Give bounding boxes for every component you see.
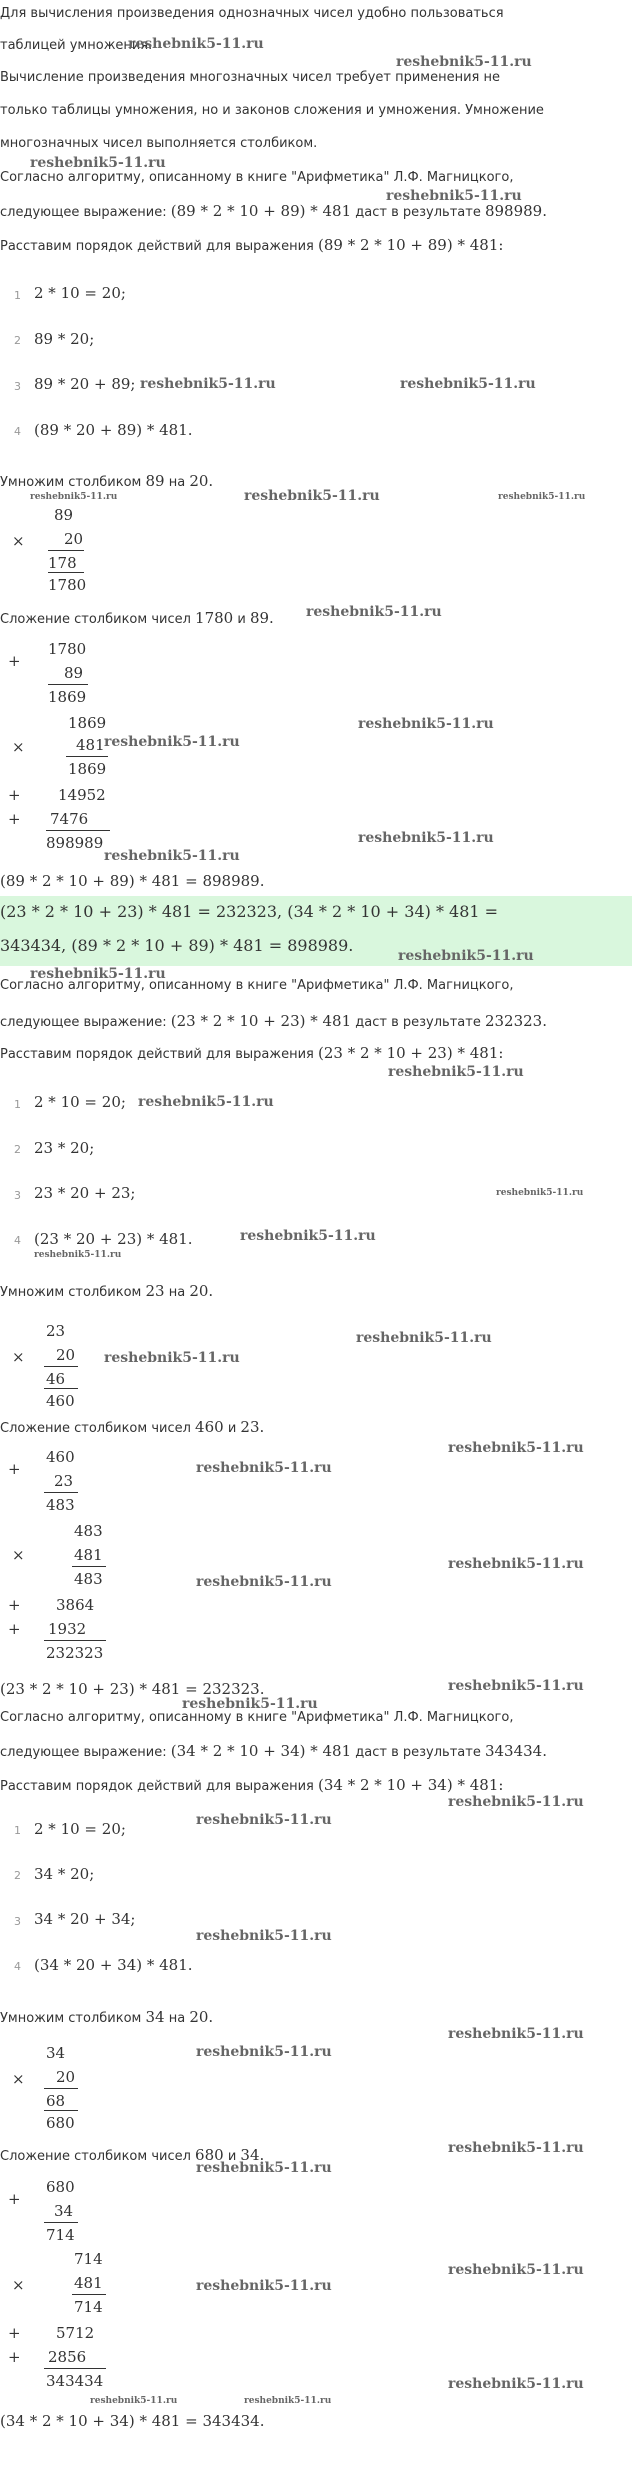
watermark: reshebnik5-11.ru (244, 488, 380, 504)
column-number: 481 (74, 1546, 103, 1564)
final-result: (89 * 2 * 10 + 89) * 481 = 898989. (0, 872, 265, 890)
watermark: reshebnik5-11.ru (400, 376, 536, 392)
plus-sign: + (8, 2190, 21, 2208)
step-expression: 34 * 20 + 34; (34, 1910, 136, 1928)
column-number: 483 (46, 1496, 75, 1514)
watermark: reshebnik5-11.ru (182, 1696, 318, 1712)
watermark: reshebnik5-11.ru (448, 1678, 584, 1694)
column-number: 680 (46, 2178, 75, 2196)
algo-expression-line: следующее выражение: (23 * 2 * 10 + 23) * 481 даст в результате 232323. (0, 1012, 547, 1030)
watermark: reshebnik5-11.ru (196, 1460, 332, 1476)
watermark: reshebnik5-11.ru (448, 1556, 584, 1572)
column-number: 20 (64, 530, 84, 548)
watermark: reshebnik5-11.ru (34, 1250, 122, 1260)
column-line (46, 830, 110, 831)
column-line (72, 2294, 106, 2295)
watermark: reshebnik5-11.ru (30, 966, 166, 982)
column-number: 1869 (68, 714, 107, 732)
column-number: 1780 (48, 640, 87, 658)
step-expression: (34 * 20 + 34) * 481. (34, 1956, 193, 1974)
column-number: 20 (56, 2068, 76, 2086)
multiply-sign: × (12, 2070, 25, 2088)
column-number: 23 (46, 1322, 66, 1340)
column-number: 89 (54, 506, 74, 524)
step-number: 1 (14, 1098, 21, 1111)
step-expression: 34 * 20; (34, 1865, 95, 1883)
column-number: 343434 (46, 2372, 104, 2390)
plus-sign: + (8, 2324, 21, 2342)
column-number: 1869 (48, 688, 87, 706)
column-number: 1932 (48, 1620, 87, 1638)
step-number: 3 (14, 1189, 21, 1202)
intro-line-4: только таблицы умножения, но и законов сложения и умножения. Умножение (0, 103, 544, 118)
mult-title: Умножим столбиком 89 на 20. (0, 472, 214, 490)
column-number: 2856 (48, 2348, 87, 2366)
column-number: 680 (46, 2114, 75, 2132)
watermark: reshebnik5-11.ru (196, 1574, 332, 1590)
column-number: 23 (54, 1472, 74, 1490)
watermark: reshebnik5-11.ru (244, 2396, 332, 2406)
step-expression: 89 * 20 + 89; (34, 375, 136, 393)
algo-line: Согласно алгоритму, описанному в книге "Арифметика" Л.Ф. Магницкого, (0, 170, 514, 185)
watermark: reshebnik5-11.ru (448, 2026, 584, 2042)
watermark: reshebnik5-11.ru (240, 1228, 376, 1244)
column-number: 34 (54, 2202, 74, 2220)
watermark: reshebnik5-11.ru (386, 188, 522, 204)
watermark: reshebnik5-11.ru (140, 376, 276, 392)
step-number: 4 (14, 1960, 21, 1973)
order-line: Расставим порядок действий для выражения (23 * 2 * 10 + 23) * 481: (0, 1044, 504, 1062)
watermark: reshebnik5-11.ru (496, 1188, 584, 1198)
watermark: reshebnik5-11.ru (104, 1350, 240, 1366)
column-number: 1780 (48, 576, 87, 594)
column-number: 481 (74, 2274, 103, 2292)
watermark: reshebnik5-11.ru (356, 1330, 492, 1346)
watermark: reshebnik5-11.ru (104, 734, 240, 750)
watermark: reshebnik5-11.ru (498, 492, 586, 502)
plus-sign: + (8, 2348, 21, 2366)
watermark: reshebnik5-11.ru (138, 1094, 274, 1110)
add-title: Сложение столбиком чисел 460 и 23. (0, 1418, 265, 1436)
watermark: reshebnik5-11.ru (448, 2140, 584, 2156)
intro-line-2: таблицей умножения. (0, 38, 153, 53)
step-number: 3 (14, 380, 21, 393)
step-number: 2 (14, 334, 21, 347)
column-line (44, 2368, 106, 2369)
column-number: 714 (74, 2250, 103, 2268)
plus-sign: + (8, 810, 21, 828)
column-number: 481 (76, 736, 105, 754)
column-line (66, 756, 108, 757)
column-number: 460 (46, 1392, 75, 1410)
watermark: reshebnik5-11.ru (196, 1812, 332, 1828)
plus-sign: + (8, 1460, 21, 1478)
multiply-sign: × (12, 1546, 25, 1564)
step-expression: 23 * 20; (34, 1139, 95, 1157)
watermark: reshebnik5-11.ru (448, 2376, 584, 2392)
order-line: Расставим порядок действий для выражения (89 * 2 * 10 + 89) * 481: (0, 236, 504, 254)
column-number: 14952 (58, 786, 106, 804)
column-number: 460 (46, 1448, 75, 1466)
column-number: 714 (74, 2298, 103, 2316)
step-number: 1 (14, 289, 21, 302)
watermark: reshebnik5-11.ru (196, 2160, 332, 2176)
intro-line-1: Для вычисления произведения однозначных чисел удобно пользоваться (0, 6, 504, 21)
column-line (44, 2110, 78, 2111)
intro-line-3: Вычисление произведения многозначных чисел требует применения не (0, 70, 501, 85)
final-result: (34 * 2 * 10 + 34) * 481 = 343434. (0, 2412, 265, 2430)
step-number: 4 (14, 1234, 21, 1247)
multiply-sign: × (12, 2276, 25, 2294)
column-number: 483 (74, 1522, 103, 1540)
column-line (44, 1492, 78, 1493)
final-result: (23 * 2 * 10 + 23) * 481 = 232323. (0, 1680, 265, 1698)
column-line (44, 2222, 78, 2223)
algo-line: Согласно алгоритму, описанному в книге "Арифметика" Л.Ф. Магницкого, (0, 1710, 514, 1725)
column-number: 3864 (56, 1596, 95, 1614)
column-number: 178 (48, 554, 77, 572)
watermark: reshebnik5-11.ru (30, 155, 166, 171)
watermark: reshebnik5-11.ru (104, 848, 240, 864)
step-expression: (89 * 20 + 89) * 481. (34, 421, 193, 439)
step-expression: 2 * 10 = 20; (34, 1093, 126, 1111)
plus-sign: + (8, 652, 21, 670)
order-line: Расставим порядок действий для выражения (34 * 2 * 10 + 34) * 481: (0, 1776, 504, 1794)
answer-line-2: 343434, (89 * 2 * 10 + 89) * 481 = 898989. (0, 936, 354, 955)
step-number: 3 (14, 1915, 21, 1928)
algo-line: Согласно алгоритму, описанному в книге "Арифметика" Л.Ф. Магницкого, (0, 978, 514, 993)
add-title: Сложение столбиком чисел 1780 и 89. (0, 609, 274, 627)
algo-expression-line: следующее выражение: (89 * 2 * 10 + 89) * 481 даст в результате 898989. (0, 202, 547, 220)
mult-title: Умножим столбиком 23 на 20. (0, 1282, 214, 1300)
watermark: reshebnik5-11.ru (358, 716, 494, 732)
watermark: reshebnik5-11.ru (306, 604, 442, 620)
step-number: 1 (14, 1824, 21, 1837)
column-number: 714 (46, 2226, 75, 2244)
watermark: reshebnik5-11.ru (196, 1928, 332, 1944)
watermark: reshebnik5-11.ru (196, 2278, 332, 2294)
column-line (44, 1640, 106, 1641)
algo-expression-line: следующее выражение: (34 * 2 * 10 + 34) * 481 даст в результате 343434. (0, 1742, 547, 1760)
multiply-sign: × (12, 532, 25, 550)
column-number: 20 (56, 1346, 76, 1364)
column-line (44, 1366, 78, 1367)
watermark: reshebnik5-11.ru (448, 1794, 584, 1810)
intro-line-5: многозначных чисел выполняется столбиком. (0, 136, 318, 151)
step-expression: 23 * 20 + 23; (34, 1184, 136, 1202)
multiply-sign: × (12, 1348, 25, 1366)
plus-sign: + (8, 1620, 21, 1638)
plus-sign: + (8, 786, 21, 804)
watermark: reshebnik5-11.ru (30, 492, 118, 502)
column-line (48, 550, 84, 551)
plus-sign: + (8, 1596, 21, 1614)
column-number: 898989 (46, 834, 104, 852)
watermark: reshebnik5-11.ru (128, 36, 264, 52)
watermark: reshebnik5-11.ru (388, 1064, 524, 1080)
step-expression: 2 * 10 = 20; (34, 284, 126, 302)
step-number: 2 (14, 1869, 21, 1882)
watermark: reshebnik5-11.ru (396, 54, 532, 70)
multiply-sign: × (12, 738, 25, 756)
step-expression: 89 * 20; (34, 330, 95, 348)
step-number: 2 (14, 1143, 21, 1156)
column-line (48, 572, 84, 573)
column-number: 7476 (50, 810, 89, 828)
mult-title: Умножим столбиком 34 на 20. (0, 2008, 214, 2026)
step-expression: (23 * 20 + 23) * 481. (34, 1230, 193, 1248)
column-line (44, 1388, 78, 1389)
watermark: reshebnik5-11.ru (398, 948, 534, 964)
watermark: reshebnik5-11.ru (358, 830, 494, 846)
watermark: reshebnik5-11.ru (448, 1440, 584, 1456)
watermark: reshebnik5-11.ru (90, 2396, 178, 2406)
column-line (72, 1566, 106, 1567)
column-number: 232323 (46, 1644, 104, 1662)
watermark: reshebnik5-11.ru (196, 2044, 332, 2060)
column-number: 1869 (68, 760, 107, 778)
add-title: Сложение столбиком чисел 680 и 34. (0, 2146, 265, 2164)
step-expression: 2 * 10 = 20; (34, 1820, 126, 1838)
step-number: 4 (14, 425, 21, 438)
watermark: reshebnik5-11.ru (448, 2262, 584, 2278)
column-number: 89 (64, 664, 84, 682)
column-number: 483 (74, 1570, 103, 1588)
column-line (48, 684, 88, 685)
column-number: 68 (46, 2092, 66, 2110)
column-number: 34 (46, 2044, 66, 2062)
column-line (44, 2088, 78, 2089)
answer-line-1: (23 * 2 * 10 + 23) * 481 = 232323, (34 * 2 * 10 + 34) * 481 = (0, 902, 499, 921)
column-number: 46 (46, 1370, 66, 1388)
column-number: 5712 (56, 2324, 95, 2342)
